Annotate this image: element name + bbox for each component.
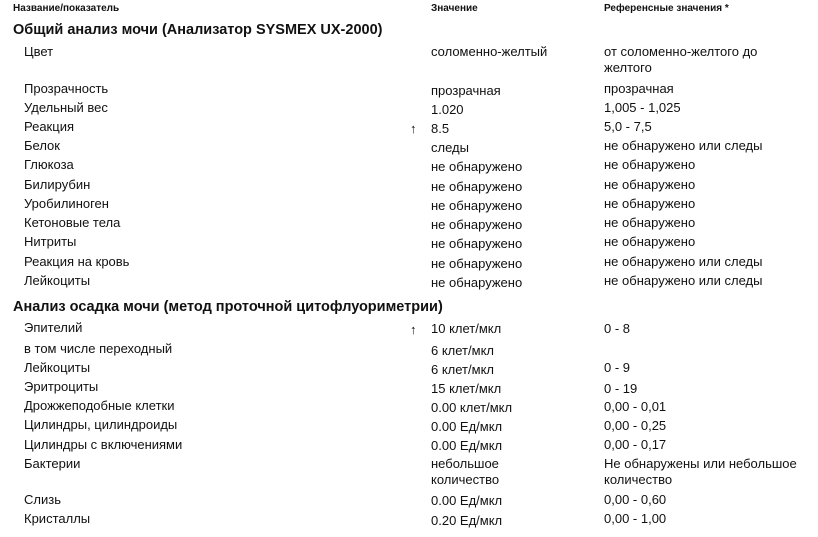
row-name: в том числе переходный	[24, 341, 173, 356]
row-value: 0.00 Ед/мкл	[431, 419, 503, 434]
table-row	[0, 492, 818, 511]
table-row	[0, 398, 818, 417]
header-value: Значение	[431, 3, 478, 14]
row-name: Эритроциты	[24, 379, 99, 394]
row-name: Кетоновые тела	[24, 215, 121, 230]
row-ref: 0,00 - 0,01	[604, 399, 667, 414]
row-value: соломенно-желтый	[431, 44, 548, 59]
arrow-up-icon: ↑	[410, 322, 417, 337]
row-name: Цилиндры, цилиндроиды	[24, 417, 178, 432]
row-name: Цвет	[24, 44, 54, 59]
row-name: Кристаллы	[24, 511, 91, 526]
row-name: Белок	[24, 138, 60, 153]
table-row	[0, 320, 818, 339]
row-ref: не обнаружено или следы	[604, 273, 763, 288]
row-name: Удельный вес	[24, 100, 108, 115]
table-row	[0, 254, 818, 273]
table-row	[0, 417, 818, 436]
row-ref	[604, 44, 757, 76]
row-ref: 0,00 - 0,17	[604, 437, 667, 452]
row-ref: 5,0 - 7,5	[604, 119, 652, 134]
row-value: 6 клет/мкл	[431, 362, 494, 377]
row-value: не обнаружено	[431, 275, 523, 290]
row-name: Дрожжеподобные клетки	[24, 398, 175, 413]
table-row	[0, 157, 818, 176]
row-ref	[604, 456, 797, 488]
row-value: 0.00 клет/мкл	[431, 400, 513, 415]
row-value: 0.20 Ед/мкл	[431, 513, 503, 528]
row-ref: не обнаружено	[604, 234, 696, 249]
row-ref-line2: желтого	[604, 60, 652, 75]
table-row	[0, 177, 818, 196]
row-name: Цилиндры с включениями	[24, 437, 183, 452]
row-ref: 0,00 - 1,00	[604, 511, 667, 526]
row-ref: 0 - 8	[604, 321, 631, 336]
row-value-line1: небольшое	[431, 456, 499, 471]
row-name: Билирубин	[24, 177, 91, 192]
row-name: Реакция	[24, 119, 74, 134]
table-row	[0, 379, 818, 398]
section-title-sediment: Анализ осадка мочи (метод проточной цитофлуориметрии)	[13, 299, 443, 315]
table-row	[0, 437, 818, 456]
section-title-general: Общий анализ мочи (Анализатор SYSMEX UX-2000)	[13, 22, 383, 38]
row-value: прозрачная	[431, 83, 501, 98]
row-name: Эпителий	[24, 320, 83, 335]
row-name: Лейкоциты	[24, 273, 91, 288]
row-ref: 0 - 19	[604, 381, 638, 396]
table-row	[0, 215, 818, 234]
row-value: 10 клет/мкл	[431, 321, 502, 336]
header-name: Название/показатель	[13, 3, 120, 14]
row-ref: не обнаружено или следы	[604, 138, 763, 153]
row-ref: 0,00 - 0,25	[604, 418, 667, 433]
row-ref: 0,00 - 0,60	[604, 492, 667, 507]
row-value: не обнаружено	[431, 198, 523, 213]
table-row	[0, 273, 818, 292]
row-ref: прозрачная	[604, 81, 674, 96]
row-value	[431, 456, 499, 488]
row-value: не обнаружено	[431, 236, 523, 251]
row-name: Прозрачность	[24, 81, 109, 96]
table-row	[0, 196, 818, 215]
table-row	[0, 81, 818, 100]
row-ref-line1: от соломенно-желтого до	[604, 44, 758, 59]
row-value: не обнаружено	[431, 217, 523, 232]
table-row	[0, 341, 818, 360]
row-name: Лейкоциты	[24, 360, 91, 375]
row-value: не обнаружено	[431, 159, 523, 174]
row-ref: не обнаружено	[604, 196, 696, 211]
row-value: 8.5	[431, 121, 450, 136]
row-name: Уробилиноген	[24, 196, 109, 211]
table-row	[0, 100, 818, 119]
row-name: Слизь	[24, 492, 61, 507]
row-name: Нитриты	[24, 234, 77, 249]
row-ref-line1: Не обнаружены или небольшое	[604, 456, 797, 471]
row-value: 15 клет/мкл	[431, 381, 502, 396]
row-value: не обнаружено	[431, 256, 523, 271]
table-row	[0, 119, 818, 138]
table-row	[0, 360, 818, 379]
row-ref: не обнаружено	[604, 177, 696, 192]
row-ref: не обнаружено	[604, 157, 696, 172]
row-ref: не обнаружено	[604, 215, 696, 230]
header-ref: Референсные значения *	[604, 3, 729, 14]
row-value: следы	[431, 140, 469, 155]
row-value: 0.00 Ед/мкл	[431, 493, 503, 508]
arrow-up-icon: ↑	[410, 121, 417, 136]
table-row	[0, 511, 818, 530]
row-name: Бактерии	[24, 456, 81, 471]
table-row	[0, 234, 818, 253]
row-ref-line2: количество	[604, 472, 673, 487]
row-ref: не обнаружено или следы	[604, 254, 763, 269]
row-value: 6 клет/мкл	[431, 343, 494, 358]
table-row	[0, 456, 818, 487]
row-value-line2: количество	[431, 472, 500, 487]
row-value: не обнаружено	[431, 179, 523, 194]
row-ref: 1,005 - 1,025	[604, 100, 681, 115]
row-name: Реакция на кровь	[24, 254, 130, 269]
row-name: Глюкоза	[24, 157, 74, 172]
table-row	[0, 44, 818, 75]
row-value: 0.00 Ед/мкл	[431, 438, 503, 453]
table-row	[0, 138, 818, 157]
row-value: 1.020	[431, 102, 464, 117]
row-ref: 0 - 9	[604, 360, 631, 375]
